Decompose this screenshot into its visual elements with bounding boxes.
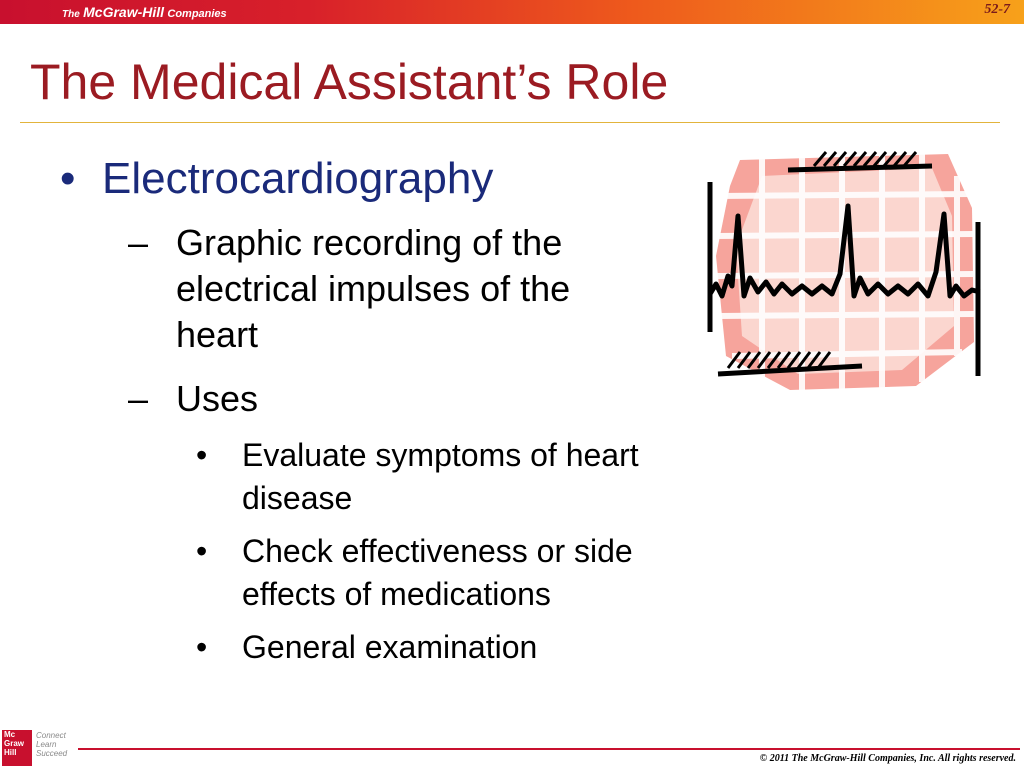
publisher-brand: The McGraw-Hill Companies xyxy=(62,4,227,20)
publisher-logo: Mc Graw Hill xyxy=(2,730,32,766)
top-banner xyxy=(0,0,1024,24)
use-item-line: General examination xyxy=(242,629,538,665)
sub-bullet-line: heart xyxy=(176,314,259,355)
title-underline xyxy=(20,122,1000,123)
copyright-notice: © 2011 The McGraw-Hill Companies, Inc. All rights reserved. xyxy=(759,753,1016,764)
bullet-marker: • xyxy=(196,629,208,665)
use-item-line: Check effectiveness or side xyxy=(242,533,633,569)
ecg-strip-icon xyxy=(702,146,988,392)
sub-bullet-uses: Uses xyxy=(176,378,259,419)
slide-title: The Medical Assistant’s Role xyxy=(30,54,669,110)
bullet-electrocardiography: Electrocardiography xyxy=(102,154,494,203)
dash-marker: – xyxy=(128,378,149,419)
use-item-line: Evaluate symptoms of heart xyxy=(242,437,639,473)
sub-bullet-line: electrical impulses of the xyxy=(176,268,571,309)
bullet-marker: • xyxy=(196,437,208,473)
use-item-line: disease xyxy=(242,480,353,516)
footer-rule xyxy=(78,748,1020,750)
slide-number: 52-7 xyxy=(984,2,1010,17)
use-item-line: effects of medications xyxy=(242,576,551,612)
sub-bullet-line: Graphic recording of the xyxy=(176,222,563,263)
bullet-marker: • xyxy=(196,533,208,569)
bullet-marker: • xyxy=(60,154,76,203)
logo-tagline: Connect Learn Succeed xyxy=(36,731,68,758)
dash-marker: – xyxy=(128,222,149,263)
